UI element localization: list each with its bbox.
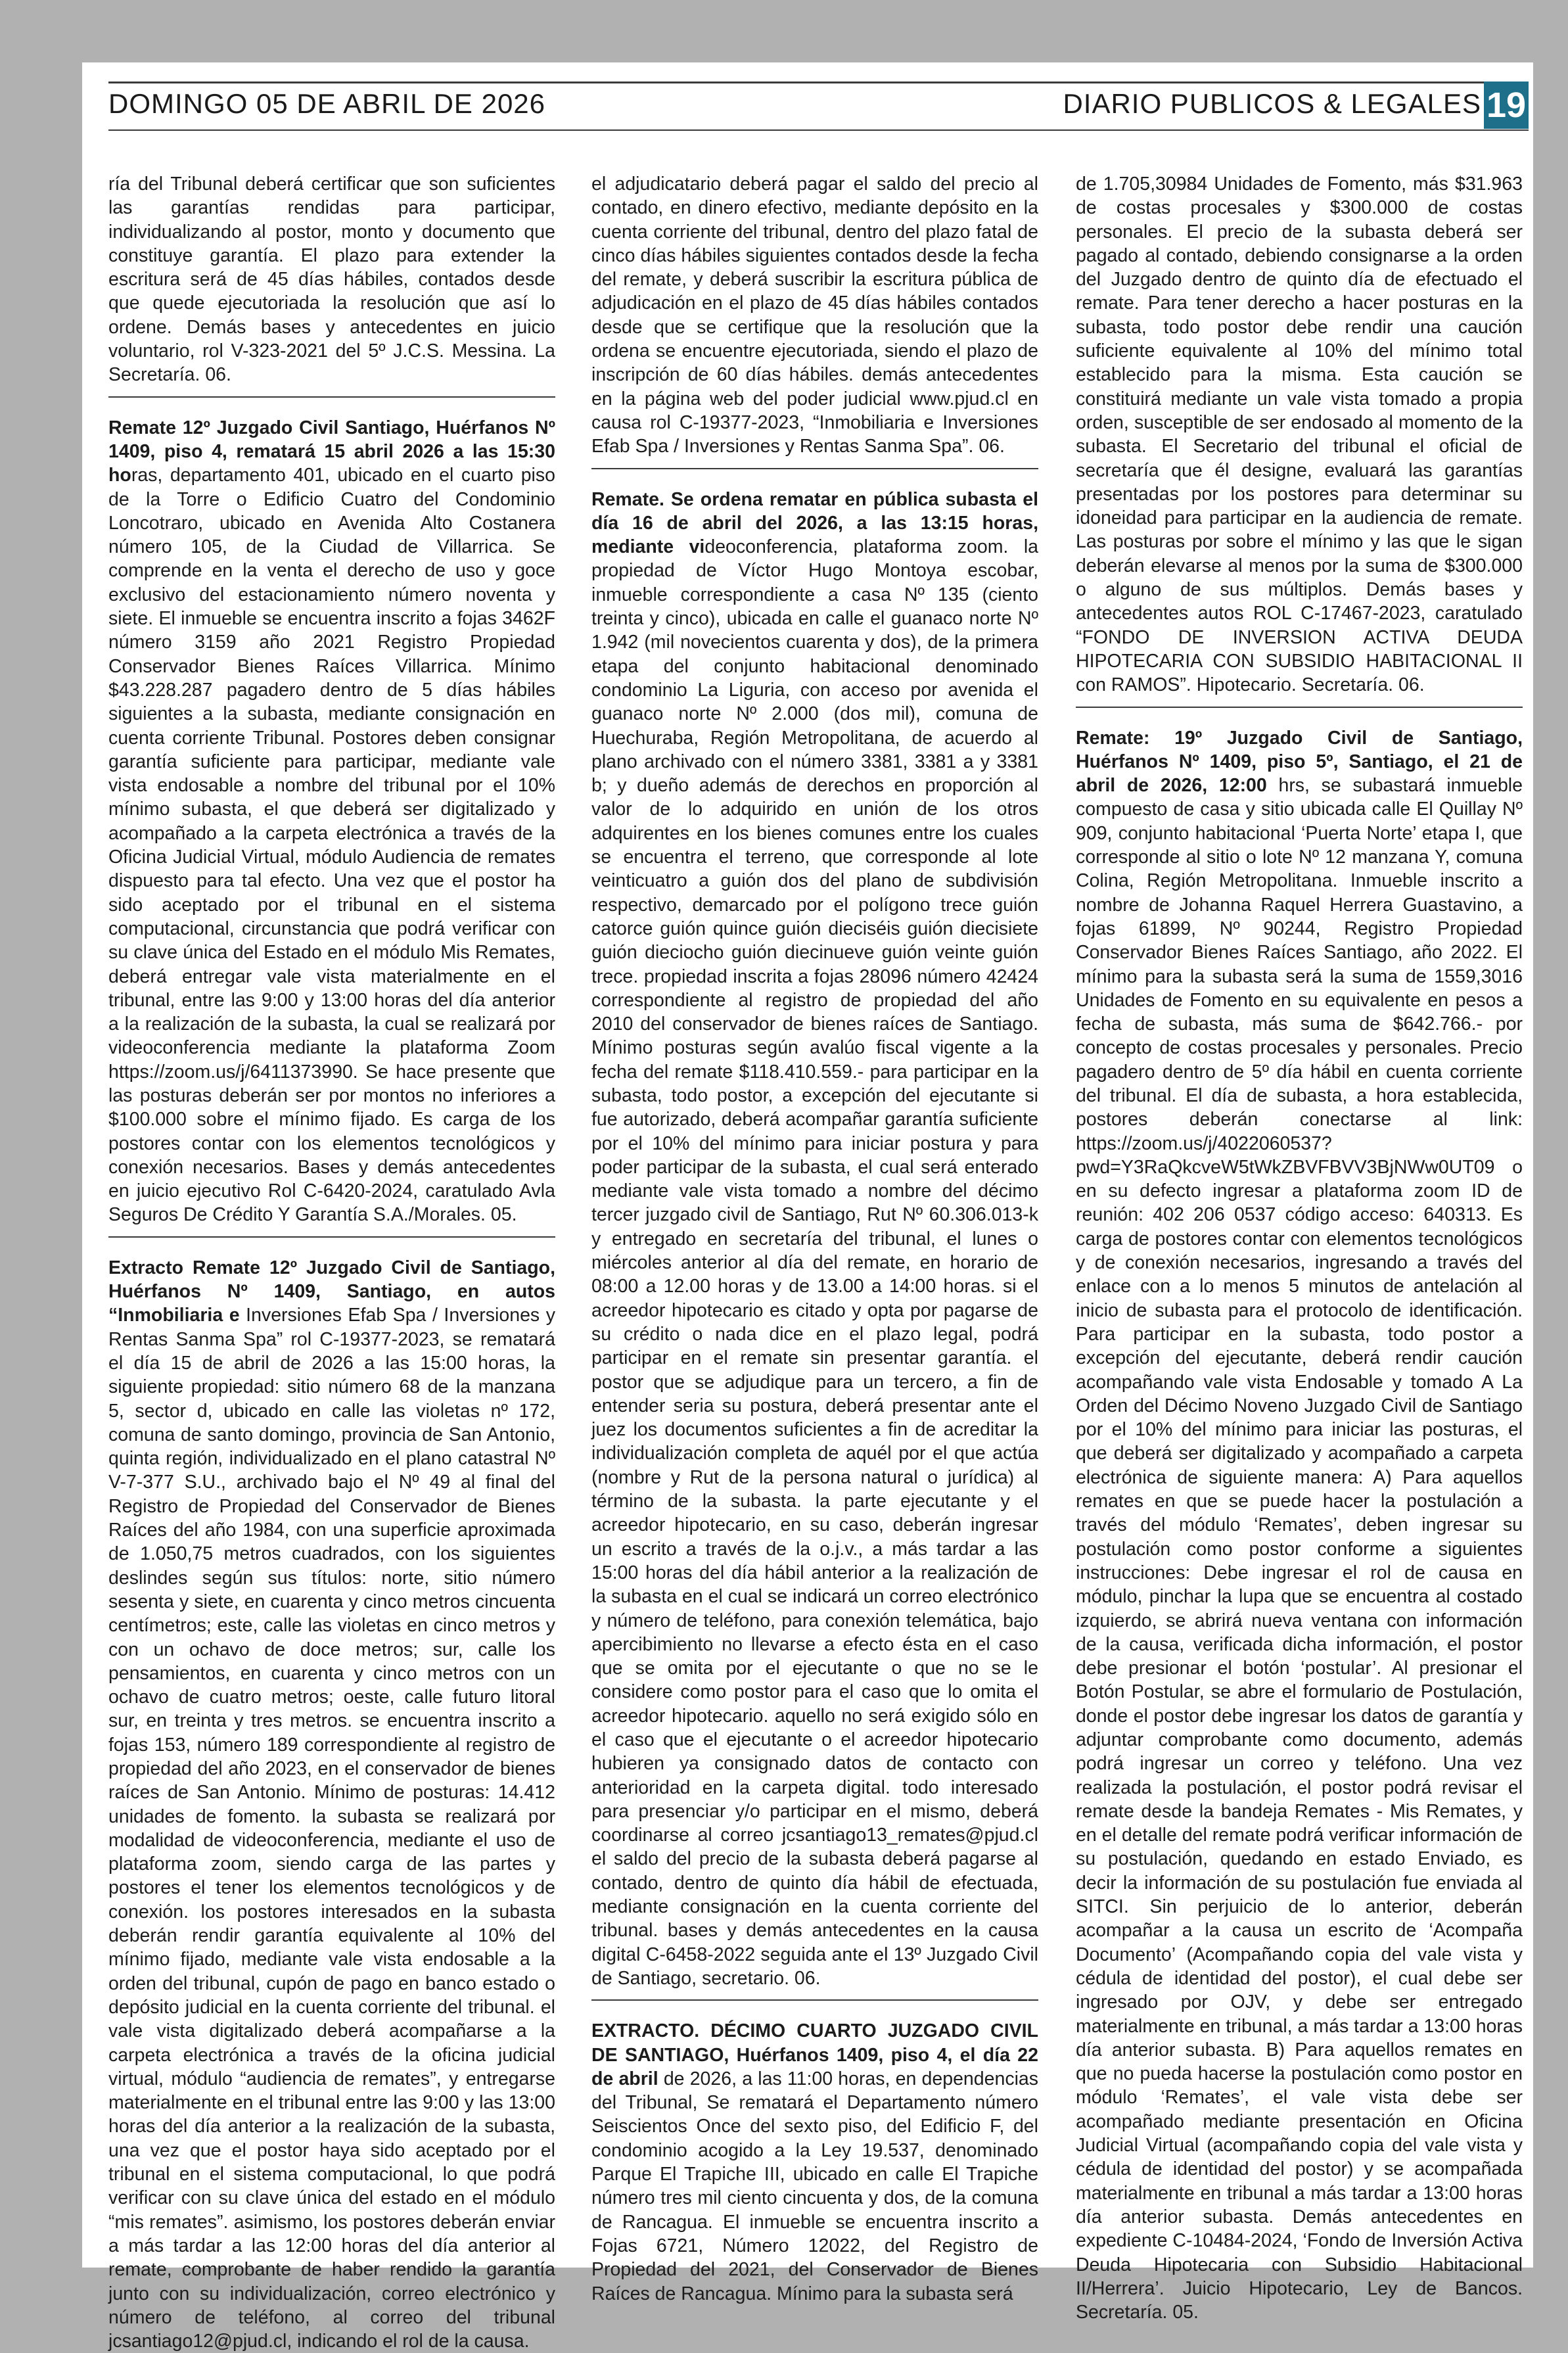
notice-heading: Remate: 19º Juzgado Civil de Santiago, Huérfanos Nº 1409, piso 5º, Santiago, el 21 de abril de 2026, 12:00	[1076, 727, 1523, 797]
notice-body: deoconferencia, plataforma zoom. la propiedad de Víctor Hugo Montoya escobar, inmueble correspondiente a casa Nº 135 (ciento treinta y cinco), ubicada en calle el guanaco norte Nº 1.942 (mil novecientos cuarenta y dos), de la primera etapa del conjunto habitacional denominado condominio La Liguria, con acceso por avenida el guanaco norte Nº 2.000 (dos mil), comuna de Huechuraba, Región Metropolitana, de acuerdo al plano archivado con el número 3381, 3381 a y 3381 b; y dueño además de derechos en proporción al valor de lo adquirido en unión de los otros adquirentes en los bienes comunes entre los cuales se encuentra el terreno, que corresponde al lote veinticuatro a guión dos del plano de subdivisión respectivo, demarcado por el polígono trece guión catorce guión quince guión dieciséis guión diecisiete guión dieciocho guión diecinueve guión veinte guión trece. propiedad inscrita a fojas 28096 número 42424 correspondiente al registro de propiedad del año 2010 del conservador de bienes raíces de Santiago. Mínimo posturas según avalúo fiscal vigente a la fecha del remate $118.410.559.- para participar en la subasta, todo postor, a excepción del ejecutante si fue autorizado, deberá acompañar garantía suficiente por el 10% del mínimo para iniciar postura y para poder participar de la subasta, el cual será enterado mediante vale vista tomado a nombre del décimo tercer juzgado civil de Santiago, Rut Nº 60.306.013-k y entregado en secretaría del tribunal, el lunes o miércoles anterior al día del remate, en horario de 08:00 a 12.00 horas y de 13.00 a 14:00 horas. si el acreedor hipotecario es citado y opta por pagarse de su crédito o nada dice en el plazo legal, podrá participar en el remate sin presentar garantía. el postor que se adjudique para un tercero, a fin de entender seria su postura, deberá presentar ante el juez los documentos suficientes a fin de acreditar la individualización completa de aquél por el que actúa (nombre y Rut de la persona natural o jurídica) al término de la subasta. la parte ejecutante y el acreedor hipotecario, en su caso, deberán ingresar un escrito a través de la o.j.v., a más tardar a las 15:00 horas del día hábil anterior a la realización de la subasta en el cual se indicará un correo electrónico y número de teléfono, para conexión telemática, bajo apercibimiento no llevarse a efecto ésta en el caso que se omita por el ejecutante o que no se le considere como postor para el caso que lo omita el acreedor hipotecario. aquello no será exigido sólo en el caso que el ejecutante o el acreedor hipotecario hubieren ya consignado datos de contacto con anterioridad en la carpeta digital. todo interesado para presenciar y/o participar en el mismo, deberá coordinarse al correo jcsantiago13_remates@pjud.cl el saldo del precio de la subasta deberá pagarse al contado, dentro de quinto día hábil de efectuada, mediante consignación en la cuenta corriente del tribunal. bases y demás antecedentes en la causa digital C-6458-2022 seguida ante el 13º Juzgado Civil de Santiago, secretario. 06.	[591, 536, 1038, 1989]
notice-body: Inversiones Efab Spa / Inversiones y Rentas Sanma Spa” rol C-19377-2023, se rematará el día 15 de abril de 2026 a las 15:00 horas, la siguiente propiedad: sitio número 68 de la manzana 5, sector d, ubicado en calle las violetas nº 172, comuna de santo domingo, provincia de San Antonio, quinta región, individualizado en el plano catastral Nº V-7-377 S.U., archivado bajo el Nº 49 al final del Registro de Propiedad del Conservador de Bienes Raíces del año 1984, con una superficie aproximada de 1.050,75 metros cuadrados, con los siguientes deslindes según sus títulos: norte, sitio número sesenta y siete, en cuarenta y cinco metros cincuenta centímetros; este, calle las violetas en cinco metros y con un ochavo de doce metros; sur, calle los pensamientos, en cuarenta y cinco metros con un ochavo de cuatro metros; oeste, calle futuro litoral sur, en treinta y tres metros. se encuentra inscrito a fojas 153, número 189 correspondiente al registro de propiedad del año 2023, en el conservador de bienes raíces de San Antonio. Mínimo de posturas: 14.412 unidades de fomento. la subasta se realizará por modalidad de videoconferencia, mediante el uso de plataforma zoom, siendo carga de las partes y postores el tener los elementos tecnológicos y de conexión. los postores interesados en la subasta deberán rendir garantía equivalente al 10% del mínimo fijado, mediante vale vista endosable a la orden del tribunal, cupón de pago en banco estado o depósito judicial en la cuenta corriente del tribunal. el vale vista digitalizado deberá acompañarse a la carpeta electrónica a través de la oficina judicial virtual, módulo “audiencia de remates”, y entregarse materialmente en el tribunal entre las 9:00 y las 13:00 horas del día anterior a la realización de la subasta, una vez que el postor haya sido aceptado por el tribunal en el sistema computacional, lo que podrá verificar con su clave única del estado en el módulo “mis remates”. asimismo, los postores deberán enviar a más tardar a las 12:00 horas del día anterior al remate, comprobante de haber rendido la garantía junto con su individualización, correo electrónico y número de teléfono, al correo del tribunal jcsantiago12@pjud.cl, indicando el rol de la causa.	[108, 1305, 555, 2352]
notice-divider	[1076, 707, 1523, 708]
notice-divider	[108, 1236, 555, 1238]
notice-heading: EXTRACTO. DÉCIMO CUARTO JUZGADO CIVIL DE SANTIAGO, Huérfanos 1409, piso 4, el día 22 de abril	[591, 2020, 1038, 2089]
page-number: 19	[1484, 82, 1529, 129]
notice-continuation: ría del Tribunal deberá certificar que son suficientes las garantías rendidas para participar, individualizando al postor, monto y documento que constituye garantía. El plazo para extender la escritura será de 45 días hábiles, contados desde que quede ejecutoriada la resolución que así lo ordene. Demás bases y antecedentes en juicio voluntario, rol V-323-2021 del 5º J.C.S. Messina. La Secretaría. 06.	[108, 174, 555, 386]
issue-date: DOMINGO 05 DE ABRIL DE 2026	[108, 88, 546, 119]
column-1	[108, 172, 555, 2353]
header-bottom-rule	[108, 129, 1529, 131]
header-top-rule	[108, 82, 1529, 83]
notice-body: ras, departamento 401, ubicado en el cuarto piso de la Torre o Edificio Cuatro del Condominio Loncotraro, ubicado en Avenida Alto Costanera número 105, de la Ciudad de Villarrica. Se comprende en la venta el derecho de uso y goce exclusivo del estacionamiento número noventa y siete. El inmueble se encuentra inscrito a fojas 3462F número 3159 año 2021 Registro Propiedad Conservador Bienes Raíces Villarrica. Mínimo $43.228.287 pagadero dentro de 5 días hábiles siguientes a la subasta, mediante consignación en cuenta corriente Tribunal. Postores deben consignar garantía suficiente para participar, mediante vale vista endosable a nombre del tribunal por el 10% mínimo subasta, el que deberá ser digitalizado y acompañado a la carpeta electrónica a través de la Oficina Judicial Virtual, módulo Audiencia de remates dispuesto para tal efecto. Una vez que el postor ha sido aceptado por el tribunal en el sistema computacional, circunstancia que podrá verificar con su clave única del Estado en el módulo Mis Remates, deberá entregar vale vista materialmente en el tribunal, entre las 9:00 y 13:00 horas del día anterior a la realización de la subasta, la cual se realizará por videoconferencia mediante la plataforma Zoom https://zoom.us/j/6411373990. Se hace presente que las posturas deberán ser por montos no inferiores a $100.000 sobre el mínimo fijado. Es carga de los postores contar con los elementos tecnológicos y conexión necesarios. Bases y demás antecedentes en juicio ejecutivo Rol C-6420-2024, caratulado Avla Seguros De Crédito Y Garantía S.A./Morales. 05.	[108, 465, 555, 1226]
notice-heading: Extracto Remate 12º Juzgado Civil de Santiago, Huérfanos Nº 1409, Santiago, en autos “Inmobiliaria e	[108, 1257, 555, 1326]
notice-continuation: el adjudicatario deberá pagar el saldo del precio al contado, en dinero efectivo, mediante depósito en la cuenta corriente del tribunal, dentro del plazo fatal de cinco días hábiles siguientes contados desde la fecha del remate, y deberá suscribir la escritura pública de adjudicación en el plazo de 45 días hábiles contados desde que se certifique que la resolución que la ordena se encuentre ejecutoriada, siendo el plazo de inscripción de 60 días hábiles. demás antecedentes en la página web del poder judicial www.pjud.cl en causa rol C-19377-2023, “Inmobiliaria e Inversiones Efab Spa / Inversiones y Rentas Sanma Spa”. 06.	[591, 174, 1038, 457]
notice	[108, 1256, 555, 2353]
notice-heading: Remate. Se ordena rematar en pública subasta el día 16 de abril del 2026, a las 13:15 horas, mediante vi	[591, 488, 1038, 558]
notice-divider	[591, 1999, 1038, 2001]
publication-title: DIARIO PUBLICOS & LEGALES	[1063, 88, 1481, 119]
notice-heading: Remate 12º Juzgado Civil Santiago, Huérfanos Nº 1409, piso 4, rematará 15 abril 2026 a las 15:30 ho	[108, 417, 555, 486]
notice	[591, 2019, 1038, 2306]
notice-body: de 2026, a las 11:00 horas, en dependencias del Tribunal, Se rematará el Departamento número Seiscientos Once del sexto piso, del Edificio F, del condominio acogido a la Ley 19.537, denominado Parque El Trapiche III, ubicado en calle El Trapiche número tres mil ciento cincuenta y dos, de la comuna de Rancagua. El inmueble se encuentra inscrito a Fojas 6721, Número 12022, del Registro de Propiedad del 2021, del Conservador de Bienes Raíces de Rancagua. Mínimo para la subasta será	[591, 2068, 1038, 2304]
column-3	[1076, 172, 1523, 2324]
notice-divider	[591, 468, 1038, 469]
notice	[591, 488, 1038, 1991]
notice-divider	[108, 396, 555, 398]
notice	[1076, 726, 1523, 2325]
notice-continuation: de 1.705,30984 Unidades de Fomento, más $31.963 de costas procesales y $300.000 de costas personales. El precio de la subasta deberá ser pagado al contado, debiendo consignarse a la orden del Juzgado dentro de quinto día de efectuado el remate. Para tener derecho a hacer posturas en la subasta, todo postor debe rendir una caución suficiente equivalente al 10% del mínimo total establecido para la misma. Esta caución se constituirá mediante un vale vista tomado a propia orden, susceptible de ser endosado al momento de la subasta. El Secretario del tribunal el oficial de secretaría que él designe, evaluará las garantías presentadas por los postores para determinar su idoneidad para participar en la audiencia de remate. Las posturas por sobre el mínimo y las que le sigan deberán elevarse al menos por la suma de $300.000 o alguno de sus múltiplos. Demás bases y antecedentes autos ROL C-17467-2023, caratulado “FONDO DE INVERSION ACTIVA DEUDA HIPOTECARIA CON SUBSIDIO HABITACIONAL II con RAMOS”. Hipotecario. Secretaría. 06.	[1076, 174, 1523, 696]
column-2	[591, 172, 1038, 2306]
notice-body: hrs, se subastará inmueble compuesto de casa y sitio ubicada calle El Quillay Nº 909, conjunto habitacional ‘Puerta Norte’ etapa I, que corresponde al sitio o lote Nº 12 manzana Y, comuna Colina, Región Metropolitana. Inmueble inscrito a nombre de Johanna Raquel Herrera Guastavino, a fojas 61899, Nº 90244, Registro Propiedad Conservador Bienes Raíces Santiago, año 2022. El mínimo para la subasta será la suma de 1559,3016 Unidades de Fomento en su equivalente en pesos a fecha de subasta, más suma de $642.766.- por concepto de costas procesales y personales. Precio pagadero dentro de 5º día hábil en cuenta corriente del tribunal. El día de subasta, a hora establecida, postores deberán conectarse al link: https://zoom.us/j/4022060537?pwd=Y3RaQkcveW5tWkZBVFBVV3BjNWw0UT09 o en su defecto ingresar a plataforma zoom ID de reunión: 402 206 0537 código acceso: 640313. Es carga de postores contar con elementos tecnológicos y de conexión necesarios, ingresando a través del enlace con a lo menos 5 minutos de antelación al inicio de subasta para el protocolo de identificación. Para participar en la subasta, todo postor a excepción del ejecutante, deberá rendir caución acompañando vale vista Endosable y tomado A La Orden del Décimo Noveno Juzgado Civil de Santiago por el 10% del mínimo para iniciar las posturas, el que deberá ser digitalizado y acompañado a carpeta electrónica de siguiente manera: A) Para aquellos remates en que se puede hacer la postulación a través del módulo ‘Remates’, deben ingresar su postulación como postor conforme a siguientes instrucciones: Debe ingresar el rol de causa en módulo, pinchar la lupa que se encuentra al costado izquierdo, se abrirá nueva ventana con información de la causa, verificada dicha información, el postor debe presionar el botón ‘postular’. Al presionar el Botón Postular, se abre el formulario de Postulación, donde el postor debe ingresar los datos de garantía y adjuntar comprobante como documento, además podrá ingresar un correo y teléfono. Una vez realizada la postulación, el postor podrá revisar el remate desde la bandeja Remates - Mis Remates, y en el detalle del remate podrá verificar información de su postulación, quedando en estado Enviado, es decir la información de su postulación fue enviada al SITCI. Sin perjuicio de lo anterior, deberán acompañar a la causa un escrito de ‘Acompaña Documento’ (Acompañando copia del vale vista y cédula de identidad del postor), el cual debe ser ingresado por OJV, y debe ser entregado materialmente en tribunal, a más tardar a 13:00 horas día anterior subasta. B) Para aquellos remates en que no pueda hacerse la postulación como postor en módulo ‘Remates’, el vale vista debe ser acompañado mediante presentación en Oficina Judicial Virtual (acompañando copia del vale vista y cédula de identidad del postor) y se acompañada materialmente en tribunal a más tardar a 13:00 horas día anterior subasta. Demás antecedentes en expediente C-10484-2024, ‘Fondo de Inversión Activa Deuda Hipotecaria con Subsidio Habitacional II/Herrera’. Juicio Hipotecario, Ley de Bancos. Secretaría. 05.	[1076, 775, 1523, 2323]
notice	[108, 416, 555, 1227]
